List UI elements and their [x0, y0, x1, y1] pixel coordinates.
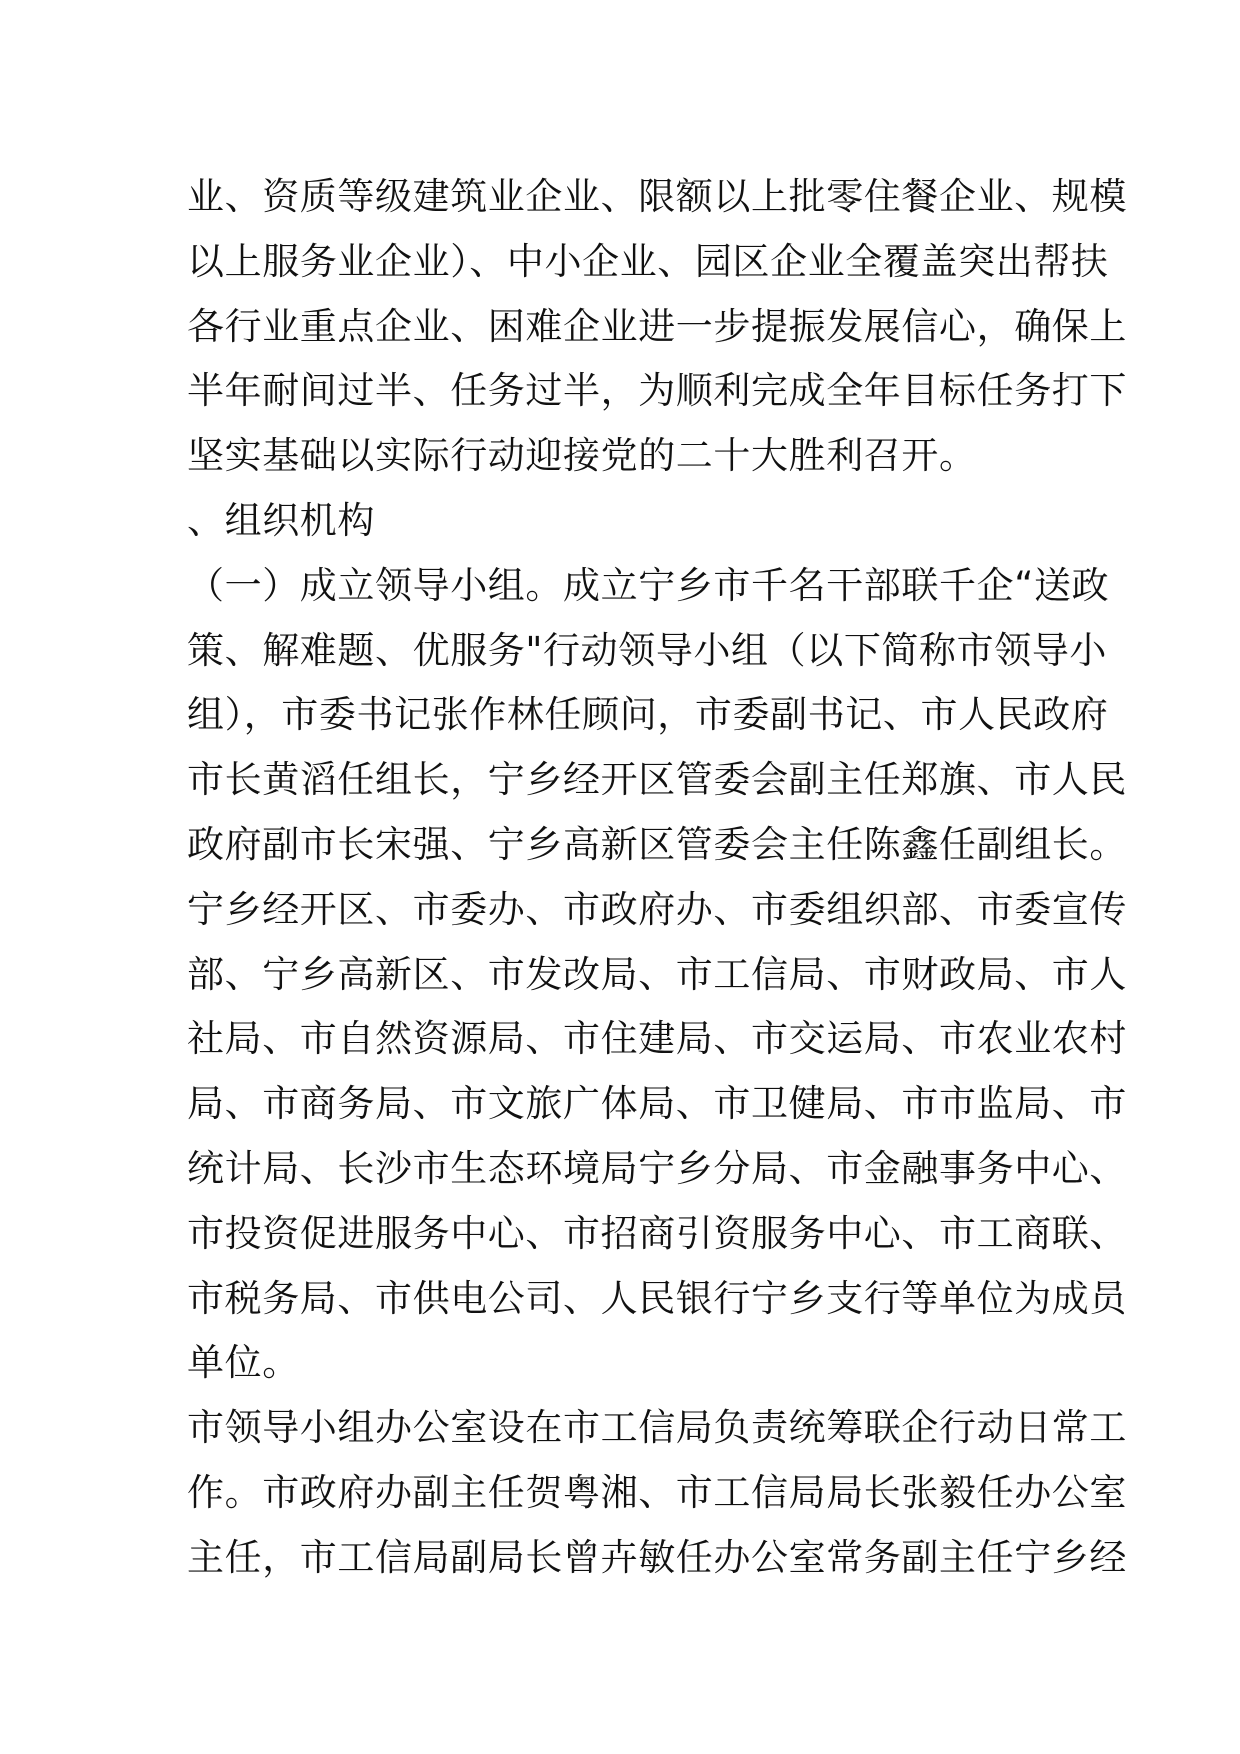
text-line: 市长黄滔任组长，宁乡经开区管委会副主任郑旗、市人民 [187, 758, 1127, 802]
text-line: 坚实基础以实际行动迎接党的二十大胜利召开。 [187, 434, 977, 478]
text-line: 以上服务业企业）、中小企业、园区企业全覆盖突出帮扶 [187, 239, 1109, 283]
text-line: 部、宁乡高新区、市发改局、市工信局、市财政局、市人 [187, 952, 1127, 996]
text-line: 单位。 [187, 1341, 300, 1385]
text-line: 社局、市自然资源局、市住建局、市交运局、市农业农村 [187, 1017, 1127, 1061]
text-line: 统计局、长沙市生态环境局宁乡分局、市金融事务中心、 [187, 1146, 1127, 1190]
text-line: 市税务局、市供电公司、人民银行宁乡支行等单位为成员 [187, 1276, 1127, 1320]
text-line: 局、市商务局、市文旅广体局、市卫健局、市市监局、市 [187, 1082, 1127, 1126]
text-line: 半年耐间过半、任务过半，为顺利完成全年目标任务打下 [187, 369, 1127, 413]
text-line: 主任，市工信局副局长曾卉敏任办公室常务副主任宁乡经 [187, 1535, 1127, 1579]
text-line: 组），市委书记张作林任顾问，市委副书记、市人民政府 [187, 693, 1109, 737]
section-heading: 、组织机构 [187, 498, 375, 542]
text-line: 市领导小组办公室设在市工信局负责统筹联企行动日常工 [187, 1406, 1127, 1450]
text-line: 市投资促进服务中心、市招商引资服务中心、市工商联、 [187, 1211, 1127, 1255]
text-line: 各行业重点企业、困难企业进一步提振发展信心，确保上 [187, 304, 1127, 348]
text-line: 策、解难题、优服务"行动领导小组（以下简称市领导小 [187, 628, 1108, 672]
text-line: 政府副市长宋强、宁乡高新区管委会主任陈鑫任副组长。 [187, 822, 1127, 866]
text-line: 作。市政府办副主任贺粤湘、市工信局局长张毅任办公室 [187, 1470, 1127, 1514]
text-line: 业、资质等级建筑业企业、限额以上批零住餐企业、规模 [187, 175, 1127, 218]
text-line: 宁乡经开区、市委办、市政府办、市委组织部、市委宣传 [187, 887, 1127, 931]
body-text [187, 165, 1127, 1591]
text-line: （一）成立领导小组。成立宁乡市千名干部联千企“送政 [187, 563, 1110, 607]
